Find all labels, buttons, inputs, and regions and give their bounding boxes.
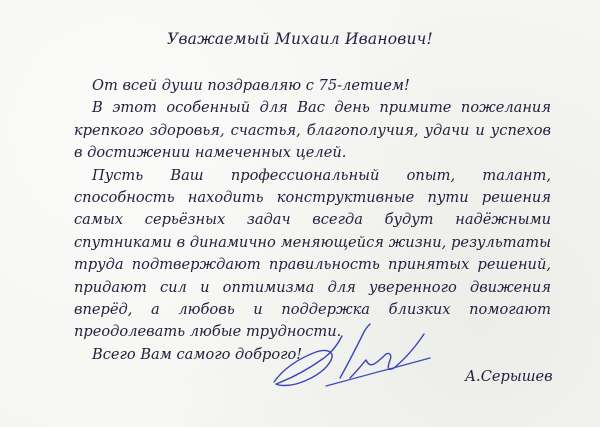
greeting-line: От всей души поздравляю с 75-летием! (92, 77, 410, 94)
main-paragraph: Пусть Ваш профессиональный опыт, талант, способность находить конструктивные пути решения самых серьёзных задач всегда будут надёжными спутниками в динамично меняющейся жизни, результаты труда подтверждают правильность принятых решений, придают сил и оптимизма для уверенного движения вперёд, а любовь и поддержка близких помогают преодолевать любые трудности. (74, 166, 551, 341)
wishes-paragraph: В этот особенный для Вас день примите пожелания крепкого здоровья, счастья, благополучия, удачи и успехов в достижении намеченных целей. (74, 99, 551, 162)
signer-name: А.Серышев (465, 368, 553, 385)
closing-line: Всего Вам самого доброго! (92, 345, 303, 363)
handwritten-signature (266, 318, 436, 392)
salutation: Уважаемый Михаил Иванович! (167, 30, 433, 48)
